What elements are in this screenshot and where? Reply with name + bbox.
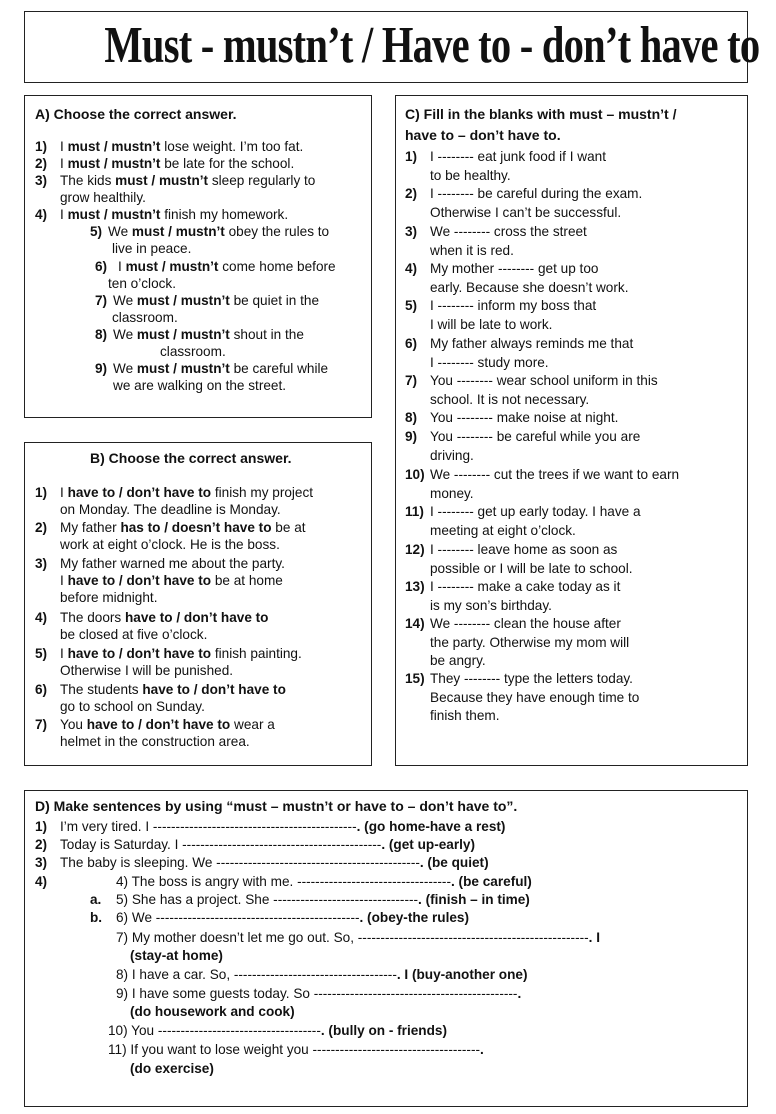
worksheet-title: Must - mustn’t / Have to - don’t have to xyxy=(104,17,760,74)
a-item-number: 9) xyxy=(95,361,108,376)
d-item-text: 5) She has a project. She --------------------------------. (finish – in time) xyxy=(116,892,530,907)
d-item-text: 9) I have some guests today. So ---------------------------------------------. xyxy=(116,986,522,1001)
a-item-continuation: ten o’clock. xyxy=(108,276,177,291)
c-item-number: 9) xyxy=(405,429,418,444)
c-item-continuation: to be healthy. xyxy=(430,167,511,183)
a-item-text: We must / mustn’t shout in the xyxy=(113,327,304,342)
c-item-text: We -------- cross the street xyxy=(430,224,587,239)
b-item-text: I have to / don’t have to finish my project xyxy=(60,485,314,500)
a-item-continuation: grow healthily. xyxy=(60,190,146,205)
c-item-text: You -------- make noise at night. xyxy=(430,410,619,425)
d-item-number: 3) xyxy=(35,855,48,870)
c-item-text: They -------- type the letters today. xyxy=(430,671,633,686)
c-item-number: 11) xyxy=(405,504,424,519)
c-item-text: You -------- be careful while you are xyxy=(430,429,641,444)
d-item-text: (do exercise) xyxy=(130,1061,214,1076)
b-item-continuation: I have to / don’t have to be at home xyxy=(60,573,283,588)
c-item-text: I -------- get up early today. I have a xyxy=(430,504,641,519)
d-item-text: 7) My mother doesn’t let me go out. So, ---------------------------------------------------. I xyxy=(116,930,600,945)
a-item-number: 7) xyxy=(95,293,108,308)
c-item-text: You -------- wear school uniform in this xyxy=(430,373,658,388)
c-item-text: We -------- clean the house after xyxy=(430,616,621,631)
d-item-text: Today is Saturday. I --------------------------------------------. (get up-early) xyxy=(60,837,475,852)
b-item-continuation: Otherwise I will be punished. xyxy=(60,663,234,678)
a-item-number: 6) xyxy=(95,259,108,274)
c-item-continuation: be angry. xyxy=(430,653,486,668)
c-item-continuation: early. Because she doesn’t work. xyxy=(430,279,629,295)
a-item-number: 5) xyxy=(90,224,103,239)
a-item-text: I must / mustn’t finish my homework. xyxy=(60,207,289,222)
c-item-text: We -------- cut the trees if we want to earn xyxy=(430,467,680,482)
c-item-continuation: driving. xyxy=(430,447,474,463)
b-item-text: My father has to / doesn’t have to be at xyxy=(60,520,306,535)
c-item-text: I -------- leave home as soon as xyxy=(430,542,618,557)
d-item-number: b. xyxy=(90,910,103,925)
a-item-text: We must / mustn’t be careful while xyxy=(113,361,329,376)
d-item-number: a. xyxy=(90,892,102,907)
c-item-number: 12) xyxy=(405,542,425,557)
d-item-number: 2) xyxy=(35,837,48,852)
b-item-text: You have to / don’t have to wear a xyxy=(60,717,275,732)
c-item-text: My father always reminds me that xyxy=(430,336,634,351)
a-item-continuation: classroom. xyxy=(112,310,178,325)
b-item-text: I have to / don’t have to finish painting. xyxy=(60,646,302,661)
b-item-continuation: helmet in the construction area. xyxy=(60,734,250,749)
a-item-text: The kids must / mustn’t sleep regularly to xyxy=(60,173,316,188)
c-item-text: I -------- make a cake today as it xyxy=(430,579,621,594)
c-item-continuation: the party. Otherwise my mom will xyxy=(430,634,630,650)
c-item-number: 15) xyxy=(405,671,425,686)
d-item-text: (do housework and cook) xyxy=(130,1004,295,1019)
a-item-number: 1) xyxy=(35,139,48,154)
b-item-number: 5) xyxy=(35,646,48,661)
c-item-number: 8) xyxy=(405,410,418,425)
b-item-number: 6) xyxy=(35,682,48,697)
a-item-continuation: live in peace. xyxy=(112,241,192,256)
b-item-text: My father warned me about the party. xyxy=(60,556,285,571)
a-item-text: I must / mustn’t come home before xyxy=(118,259,336,274)
section-d-heading: D) Make sentences by using “must – mustn’t or have to – don’t have to”. xyxy=(35,798,518,814)
d-item-text: 10) You ------------------------------------. (bully on - friends) xyxy=(108,1023,447,1038)
b-item-continuation: on Monday. The deadline is Monday. xyxy=(60,502,281,517)
c-item-number: 1) xyxy=(405,149,418,164)
c-item-number: 10) xyxy=(405,467,425,482)
c-item-continuation: meeting at eight o’clock. xyxy=(430,522,576,538)
c-item-continuation: I -------- study more. xyxy=(430,354,549,370)
c-item-continuation: Because they have enough time to xyxy=(430,689,640,705)
b-item-number: 7) xyxy=(35,717,48,732)
c-item-continuation: school. It is not necessary. xyxy=(430,391,590,407)
c-item-text: I -------- inform my boss that xyxy=(430,298,597,313)
title-box xyxy=(24,11,760,83)
d-item-text: 8) I have a car. So, ------------------------------------. I (buy-another one) xyxy=(116,967,528,982)
c-item-number: 14) xyxy=(405,616,425,631)
c-item-continuation: possible or I will be late to school. xyxy=(430,560,633,576)
d-item-text: I’m very tired. I ---------------------------------------------. (go home-have a rest) xyxy=(60,819,506,834)
d-item-text: The baby is sleeping. We ---------------------------------------------. (be quiet) xyxy=(60,855,489,870)
b-item-number: 4) xyxy=(35,610,48,625)
c-item-text: My mother -------- get up too xyxy=(430,261,599,276)
c-item-text: I -------- eat junk food if I want xyxy=(430,149,607,164)
section-c-heading-line1: C) Fill in the blanks with must – mustn’t / xyxy=(405,106,677,122)
a-item-number: 2) xyxy=(35,156,48,171)
c-item-number: 7) xyxy=(405,373,418,388)
c-item-number: 3) xyxy=(405,224,418,239)
a-item-text: I must / mustn’t be late for the school. xyxy=(60,156,295,171)
a-item-number: 4) xyxy=(35,207,48,222)
section-b-heading: B) Choose the correct answer. xyxy=(90,450,292,466)
d-item-text: (stay-at home) xyxy=(130,948,223,963)
c-item-continuation: money. xyxy=(430,485,474,501)
d-item-number: 4) xyxy=(35,874,48,889)
c-item-number: 2) xyxy=(405,186,418,201)
c-item-number: 5) xyxy=(405,298,418,313)
b-item-continuation: be closed at five o’clock. xyxy=(60,627,208,642)
b-item-text: The students have to / don’t have to xyxy=(60,682,286,697)
section-c-heading-line2: have to – don’t have to. xyxy=(405,127,561,143)
a-item-text: We must / mustn’t be quiet in the xyxy=(113,293,320,308)
d-item-text: 11) If you want to lose weight you -------------------------------------. xyxy=(108,1042,484,1057)
c-item-continuation: I will be late to work. xyxy=(430,316,553,332)
c-item-continuation: is my son’s birthday. xyxy=(430,597,552,613)
b-item-number: 1) xyxy=(35,485,48,500)
c-item-continuation: finish them. xyxy=(430,708,500,723)
b-item-number: 2) xyxy=(35,520,48,535)
c-item-continuation: Otherwise I can’t be successful. xyxy=(430,204,622,220)
c-item-number: 4) xyxy=(405,261,418,276)
a-item-text: We must / mustn’t obey the rules to xyxy=(108,224,330,239)
c-item-number: 6) xyxy=(405,336,418,351)
c-item-continuation: when it is red. xyxy=(430,242,514,258)
b-item-continuation: before midnight. xyxy=(60,590,158,605)
b-item-text: The doors have to / don’t have to xyxy=(60,610,269,625)
b-item-continuation: go to school on Sunday. xyxy=(60,699,205,714)
d-item-text: 4) The boss is angry with me. ----------------------------------. (be careful) xyxy=(116,874,532,889)
a-item-continuation: classroom. xyxy=(160,344,226,359)
c-item-number: 13) xyxy=(405,579,425,594)
a-item-number: 8) xyxy=(95,327,108,342)
a-item-text: I must / mustn’t lose weight. I’m too fat. xyxy=(60,139,304,154)
a-item-number: 3) xyxy=(35,173,48,188)
b-item-number: 3) xyxy=(35,556,48,571)
c-item-text: I -------- be careful during the exam. xyxy=(430,186,643,201)
d-item-text: 6) We ---------------------------------------------. (obey-the rules) xyxy=(116,910,470,925)
a-item-continuation: we are walking on the street. xyxy=(113,378,287,393)
d-item-number: 1) xyxy=(35,819,48,834)
section-a-heading: A) Choose the correct answer. xyxy=(35,106,237,122)
b-item-continuation: work at eight o’clock. He is the boss. xyxy=(60,537,280,552)
